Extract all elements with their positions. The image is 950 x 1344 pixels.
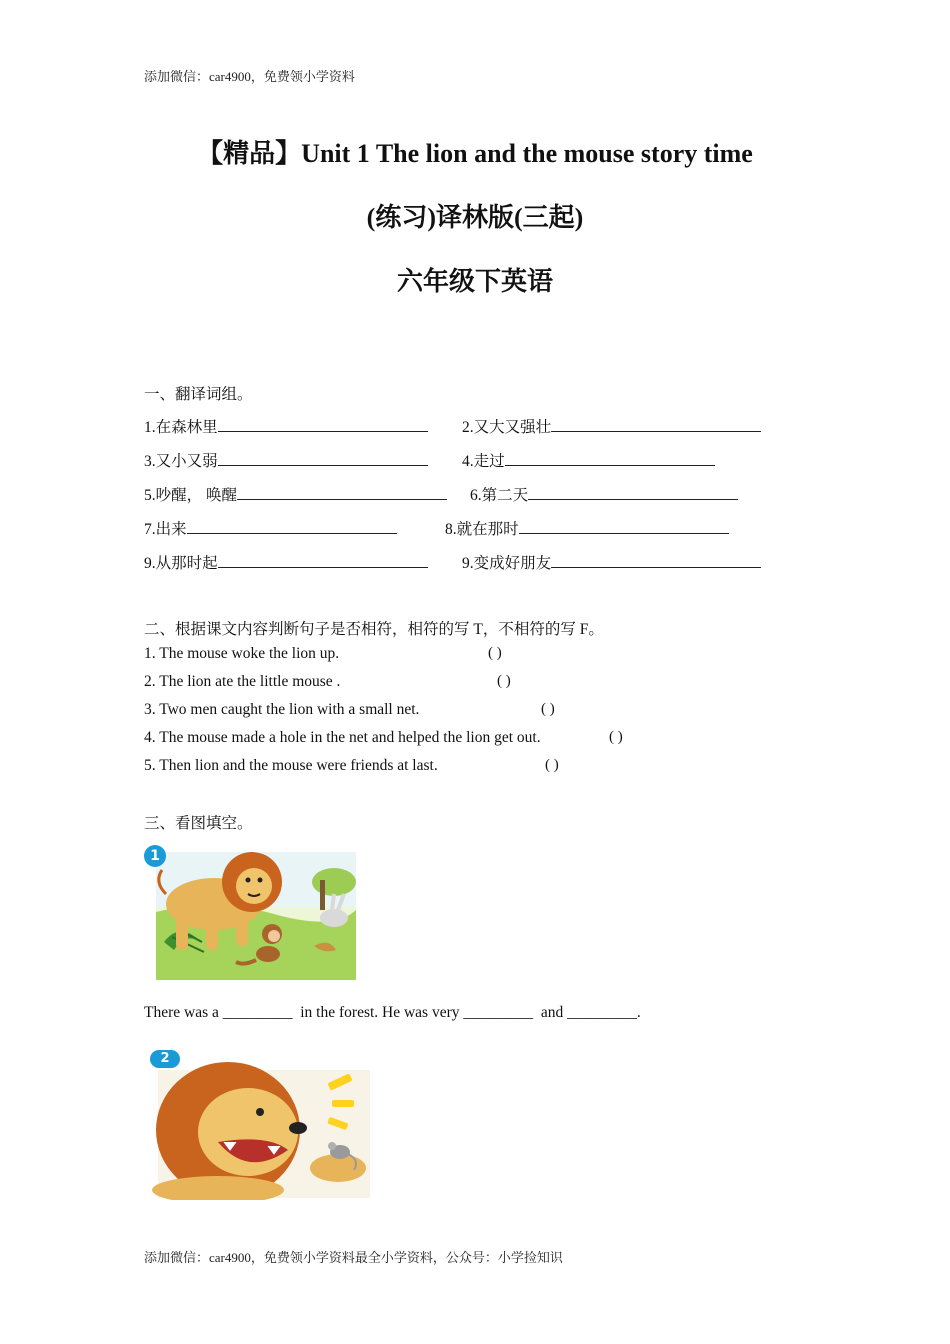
answer-blank[interactable] [551,418,761,432]
judge-statement: 5. Then lion and the mouse were friends at last. [144,757,438,774]
phrase-item [144,517,397,539]
phrase-item [144,449,428,471]
judge-statement: 4. The mouse made a hole in the net and helped the lion get out. [144,729,541,746]
answer-parentheses[interactable]: ( ) [609,729,623,745]
answer-blank[interactable] [218,554,428,568]
phrase-label: 9.从那时起 [144,555,218,572]
phrase-item [470,483,738,505]
judge-statement: 1. The mouse woke the lion up. [144,645,340,662]
title-line-1: 【精品】Unit 1 The lion and the mouse story time [197,139,753,168]
judge-statement: 3. Two men caught the lion with a small net. [144,701,420,718]
answer-blank[interactable]: _________ [567,1004,637,1021]
answer-parentheses[interactable]: ( ) [545,757,559,773]
picture-number-badge: 1 [144,845,166,867]
phrase-item [462,551,761,573]
phrase-item [144,483,447,505]
phrase-label: 4.走过 [462,453,505,470]
picture-number-badge: 2 [150,1050,180,1068]
answer-blank[interactable] [528,486,738,500]
sentence-text: in the forest. He was very [292,1004,464,1021]
answer-blank[interactable] [237,486,447,500]
sentence-text: and [533,1004,568,1021]
phrase-label: 7.出来 [144,521,187,538]
sentence-text: . [636,1004,641,1021]
fill-sentence [144,1004,641,1022]
section3-heading: 三、看图填空。 [144,815,253,832]
lion-forest-picture [144,842,360,982]
title-line-3: 六年级下英语 [396,267,553,296]
footer-note: 添加微信：car4900，免费领小学资料最全小学资料，公众号：小学捡知识 [144,1250,563,1265]
answer-blank[interactable]: _________ [222,1004,293,1021]
answer-blank[interactable] [187,520,397,534]
phrase-label: 8.就在那时 [445,521,519,538]
header-note: 添加微信：car4900，免费领小学资料 [144,69,355,84]
answer-blank[interactable] [551,554,761,568]
answer-blank[interactable] [519,520,729,534]
judge-statement: 2. The lion ate the little mouse . [144,673,341,690]
phrase-label: 6.第二天 [470,487,529,504]
phrase-item [144,415,428,437]
answer-parentheses[interactable]: ( ) [541,701,555,717]
section2-heading: 二、根据课文内容判断句子是否相符，相符的写 T，不相符的写 F。 [144,621,604,638]
answer-parentheses[interactable]: ( ) [497,673,511,689]
lion-holding-mouse-picture [148,1050,374,1200]
answer-blank[interactable] [218,452,428,466]
answer-blank[interactable] [505,452,715,466]
section1-heading: 一、翻译词组。 [144,386,253,403]
answer-blank[interactable] [218,418,428,432]
phrase-label: 5.吵醒， 唤醒 [144,487,238,504]
phrase-label: 1.在森林里 [144,419,218,436]
phrase-item [462,415,761,437]
answer-parentheses[interactable]: ( ) [488,645,502,661]
phrase-label: 9.变成好朋友 [462,555,552,572]
phrase-label: 2.又大又强壮 [462,419,552,436]
sentence-text: There was a [144,1004,223,1021]
phrase-item [144,551,428,573]
phrase-item [462,449,715,471]
title-line-2: (练习)译林版(三起) [366,203,584,232]
phrase-item [445,517,729,539]
answer-blank[interactable]: _________ [463,1004,534,1021]
phrase-label: 3.又小又弱 [144,453,218,470]
